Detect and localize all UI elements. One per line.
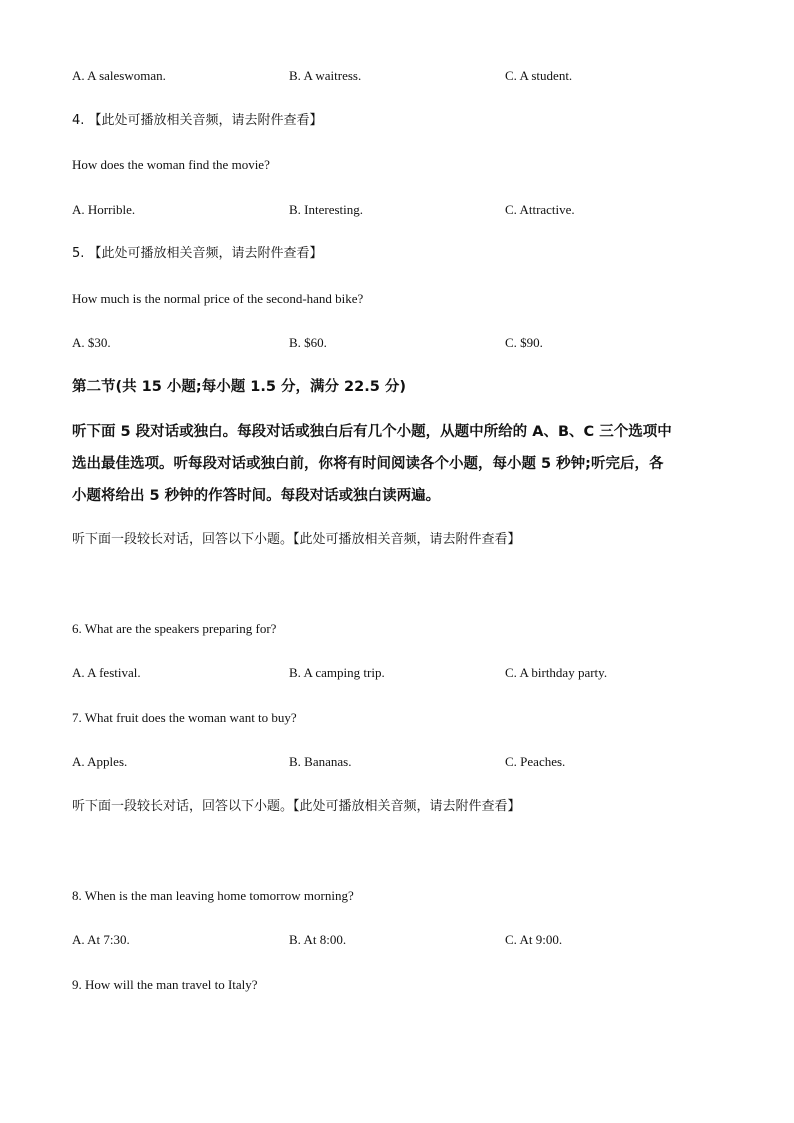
q4-option-c: C. Attractive. — [505, 202, 575, 217]
q5-option-a: A. $30. — [72, 335, 111, 350]
q6-option-a: A. A festival. — [72, 665, 141, 680]
section2-instruction-line-3: 小题将给出 5 秒钟的作答时间。每段对话或独白读两遍。 — [72, 488, 441, 504]
q4-option-b: B. Interesting. — [289, 202, 364, 217]
q5-option-c: C. $90. — [505, 335, 543, 350]
q8-option-c: C. At 9:00. — [505, 932, 563, 947]
section2-title: 第二节(共 15 小题;每小题 1.5 分，满分 22.5 分) — [72, 379, 406, 395]
q5-option-b: B. $60. — [289, 335, 327, 350]
dialogue2-intro: 听下面一段较长对话，回答以下小题。【此处可播放相关音频，请去附件查看】 — [72, 799, 521, 814]
q4-audio-line: 4. 【此处可播放相关音频，请去附件查看】 — [72, 113, 323, 128]
q4-question: How does the woman find the movie? — [72, 157, 270, 172]
q7-option-c: C. Peaches. — [505, 754, 566, 769]
q6-question: 6. What are the speakers preparing for? — [72, 621, 277, 636]
q3-option-b: B. A waitress. — [289, 68, 362, 83]
dialogue1-intro: 听下面一段较长对话，回答以下小题。【此处可播放相关音频，请去附件查看】 — [72, 532, 521, 547]
q9-question: 9. How will the man travel to Italy? — [72, 977, 258, 992]
q5-audio-line: 5. 【此处可播放相关音频，请去附件查看】 — [72, 246, 323, 261]
q6-option-c: C. A birthday party. — [505, 665, 608, 680]
section2-instruction-line-2: 选出最佳选项。听每段对话或独白前，你将有时间阅读各个小题，每小题 5 秒钟;听完后，各 — [72, 456, 664, 472]
q7-question: 7. What fruit does the woman want to buy? — [72, 710, 297, 725]
q8-option-a: A. At 7:30. — [72, 932, 130, 947]
q3-option-c: C. A student. — [505, 68, 573, 83]
q6-option-b: B. A camping trip. — [289, 665, 385, 680]
q4-option-a: A. Horrible. — [72, 202, 136, 217]
q5-question: How much is the normal price of the second-hand bike? — [72, 291, 364, 306]
q8-option-b: B. At 8:00. — [289, 932, 347, 947]
q8-question: 8. When is the man leaving home tomorrow morning? — [72, 888, 354, 903]
q7-option-a: A. Apples. — [72, 754, 128, 769]
q3-option-a: A. A saleswoman. — [72, 68, 166, 83]
q7-option-b: B. Bananas. — [289, 754, 352, 769]
section2-instruction-line-1: 听下面 5 段对话或独白。每段对话或独白后有几个小题，从题中所给的 A、B、C 三个选项中 — [72, 424, 672, 440]
